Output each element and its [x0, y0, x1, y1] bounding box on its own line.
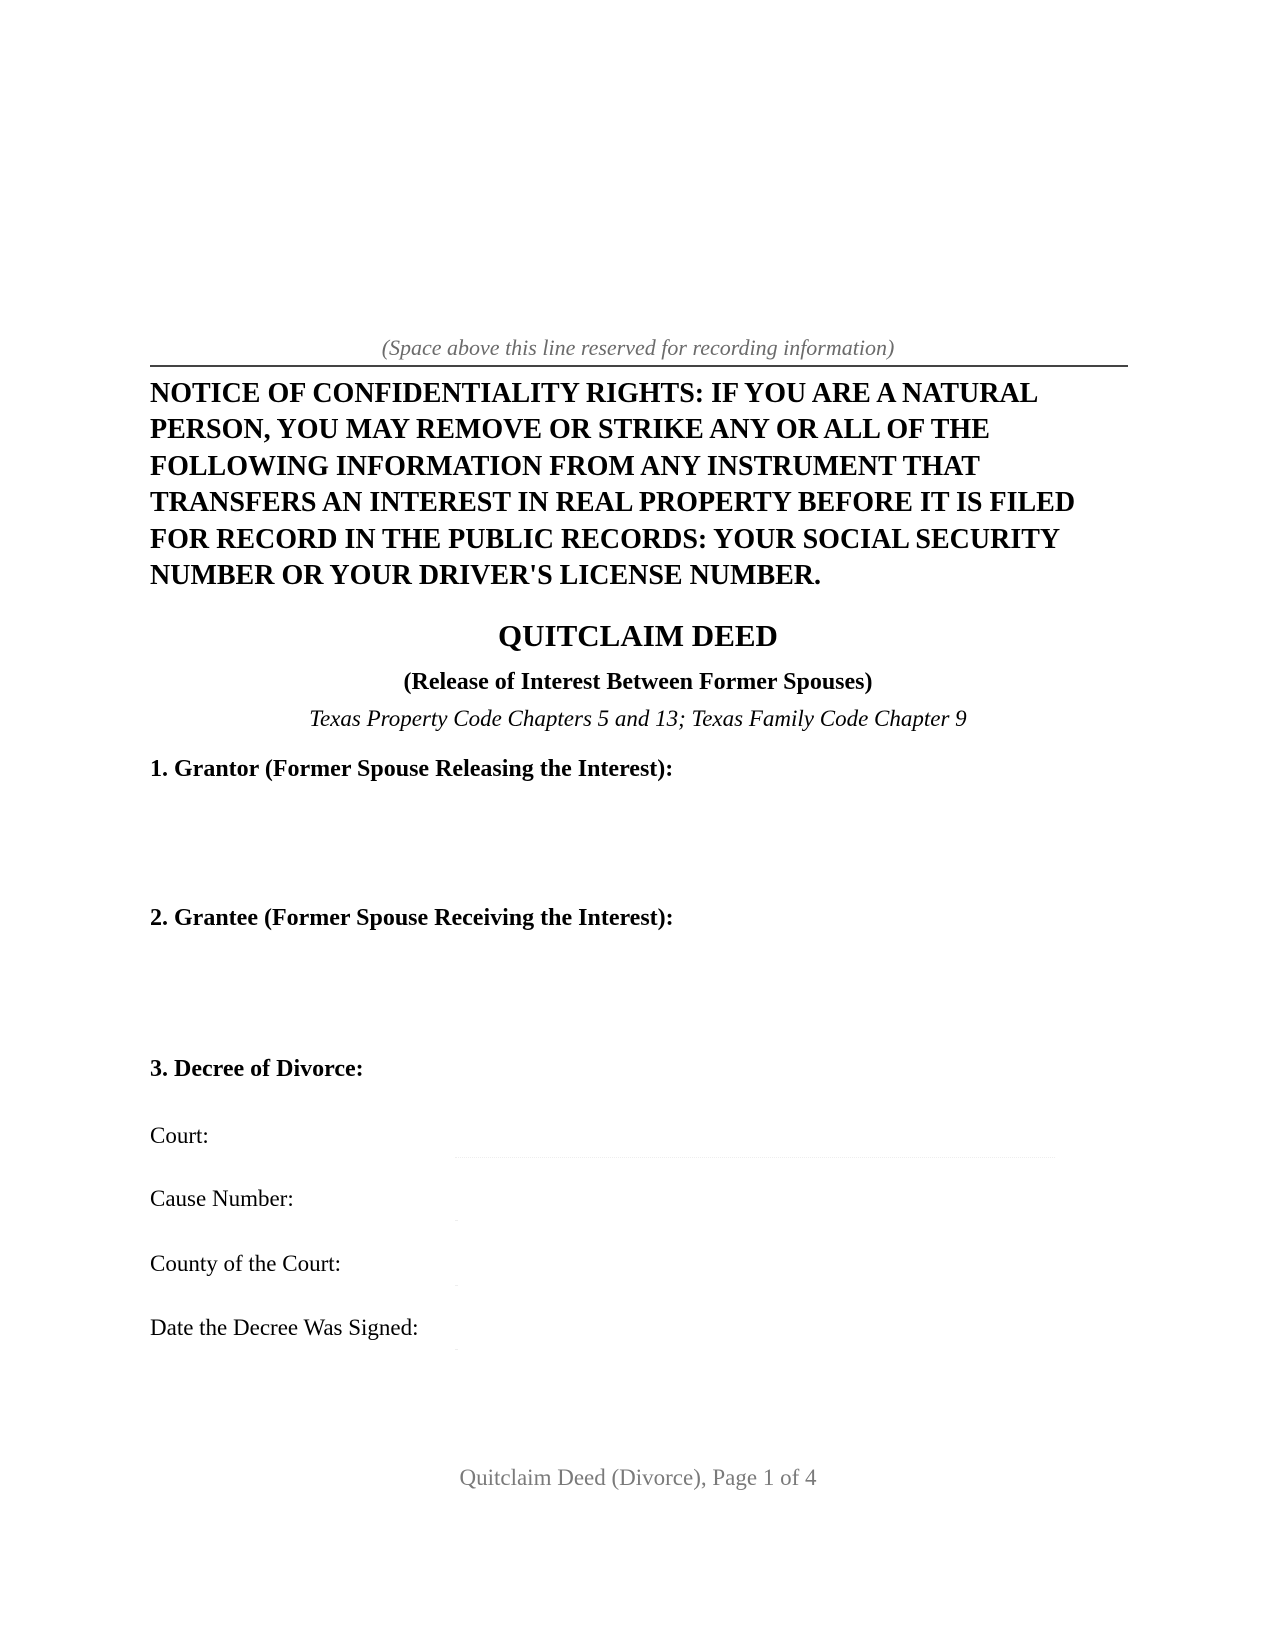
document-title: QUITCLAIM DEED: [498, 618, 778, 653]
date-signed-fill-line: [455, 1349, 457, 1350]
confidentiality-notice: NOTICE OF CONFIDENTIALITY RIGHTS: IF YOU ARE A NATURAL PERSON, YOU MAY REMOVE OR STRIKE ANY OR ALL OF THE FOLLOWING INFORMATION FROM ANY INSTRUMENT THAT TRANSFERS AN INTEREST IN REAL PROPERTY BEFORE IT IS FILED FOR RECORD IN THE PUBLIC RECORDS: YOUR SOCIAL SECURITY NUMBER OR YOUR DRIVER'S LICENSE NUMBER.: [150, 378, 1076, 592]
cause-number-label: Cause Number:: [150, 1186, 294, 1211]
court-fill-line: [455, 1157, 1055, 1158]
statute-citation: Texas Property Code Chapters 5 and 13; Texas Family Code Chapter 9: [309, 706, 967, 731]
recording-divider-line: [150, 365, 1128, 367]
cause-number-fill-line: [455, 1220, 457, 1221]
document-subtitle: (Release of Interest Between Former Spouses): [403, 669, 873, 695]
page-footer: Quitclaim Deed (Divorce), Page 1 of 4: [459, 1465, 817, 1490]
section-grantee-heading: 2. Grantee (Former Spouse Receiving the Interest):: [150, 905, 674, 931]
section-decree-heading: 3. Decree of Divorce:: [150, 1056, 364, 1082]
court-label: Court:: [150, 1123, 209, 1148]
recording-space-note: (Space above this line reserved for recording information): [381, 335, 895, 360]
section-grantor-heading: 1. Grantor (Former Spouse Releasing the Interest):: [150, 756, 674, 782]
county-fill-line: [455, 1285, 457, 1286]
county-label: County of the Court:: [150, 1251, 342, 1276]
date-signed-label: Date the Decree Was Signed:: [150, 1315, 419, 1340]
